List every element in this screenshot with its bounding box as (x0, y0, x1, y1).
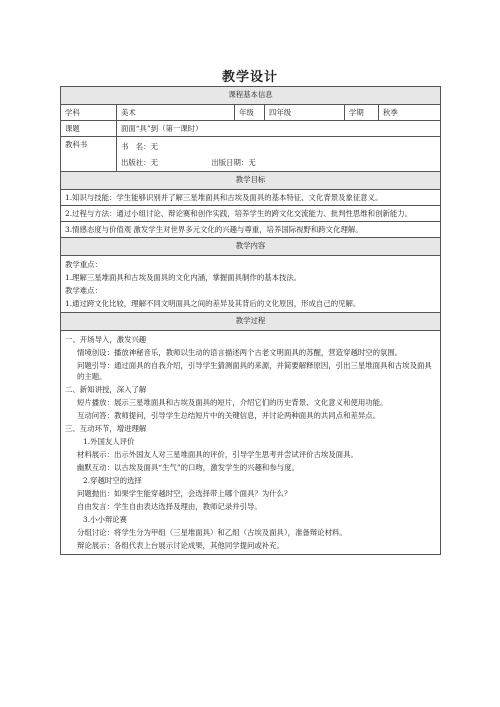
subject-value: 美术 (117, 105, 235, 121)
section-header-basic-info: 课程基本信息 (61, 87, 441, 105)
process-paragraph: 自由发言：学生自由表达选择及理由，教师记录并引导。 (77, 502, 262, 511)
process-paragraph: 互动问答：教师提问，引导学生总结短片中的关键信息，并讨论两种面具的共同点和差异点。 (77, 411, 381, 420)
publisher: 出版社：无 (121, 157, 158, 167)
grade-value: 四年级 (265, 105, 345, 121)
process-paragraph: 一、开场导入，激发兴趣 (65, 335, 147, 344)
textbook-name: 书 名：无 (121, 141, 158, 151)
process-paragraph: 短片播放：展示三星堆面具和古埃及面具的短片，介绍它们的历史背景、文化意义和使用功能。 (77, 398, 388, 407)
publish-date: 出版日期：无 (211, 157, 256, 167)
difficulty-label: 教学难点： (65, 286, 102, 295)
key-points-label: 教学重点： (65, 260, 102, 269)
process-paragraph: 问题引导：通过面具的自我介绍，引导学生猜测面具的来源，并简要解释原因，引出三星堆面具和古埃及面具的主题。 (77, 361, 432, 381)
process-paragraph: 2.穿越时空的选择 (83, 476, 142, 485)
grade-label: 年级 (235, 105, 265, 121)
key-point-text: 1.理解三星堆面具和古埃及面具的文化内涵，掌握面具制作的基本技法。 (65, 273, 302, 282)
goal-1: 1.知识与技能：学生能够识别并了解三星堆面具和古埃及面具的基本特征、文化背景及象征意义。 (61, 190, 441, 206)
section-header-content: 教学内容 (61, 238, 441, 256)
textbook-publish-row (121, 157, 436, 168)
textbook-info (117, 137, 441, 172)
subject-label: 学科 (61, 105, 117, 121)
textbook-label: 教科书 (61, 137, 117, 172)
topic-label: 课题 (61, 121, 117, 137)
process-paragraph: 幽默互动：以古埃及面具“生气”的口吻，激发学生的兴趣和参与度。 (77, 463, 299, 472)
page-title: 教学设计 (221, 70, 278, 85)
process-block (61, 331, 441, 555)
term-label: 学期 (345, 105, 379, 121)
topic-value: 面面“具”到（第一课时） (117, 121, 441, 137)
process-paragraph: 辩论展示：各组代表上台展示讨论成果，其他同学提问或补充。 (77, 541, 284, 550)
process-paragraph: 情境创设：播放神秘音乐，教师以生动的语言描述两个古老文明面具的苏醒，营造穿越时空的氛围。 (77, 348, 403, 357)
process-paragraph: 分组讨论：将学生分为甲组（三星堆面具）和乙组（古埃及面具），准备辩论材料。 (77, 528, 347, 537)
term-value: 秋季 (379, 105, 441, 121)
section-header-goals: 教学目标 (61, 172, 441, 190)
process-paragraph: 材料展示：出示外国友人对三星堆面具的评价，引导学生思考并尝试评价古埃及面具。 (77, 450, 358, 459)
lesson-plan-table (60, 86, 441, 555)
difficulty-text: 1.通过跨文化比较，理解不同文明面具之间的差异及其背后的文化原因，形成自己的见解。 (65, 299, 361, 308)
process-paragraph: 3.小小辩论赛 (83, 515, 128, 524)
goal-2: 2.过程与方法：通过小组讨论、辩论赛和创作实践，培养学生的跨文化交流能力、批判性思维和创新能力。 (61, 206, 441, 222)
goal-3: 3.情感态度与价值观 激发学生对世界多元文化的兴趣与尊重，培养国际视野和跨文化理解。 (61, 222, 441, 238)
process-paragraph: 三、互动环节，增进理解 (65, 424, 147, 433)
key-points-block (61, 256, 441, 313)
process-paragraph: 问题抛出：如果学生能穿越时空，会选择带上哪个面具？为什么？ (77, 489, 292, 498)
process-paragraph: 1.外国友人评价 (83, 437, 135, 446)
section-header-process: 教学过程 (61, 313, 441, 331)
process-paragraph: 二、新知讲授，深入了解 (65, 385, 147, 394)
